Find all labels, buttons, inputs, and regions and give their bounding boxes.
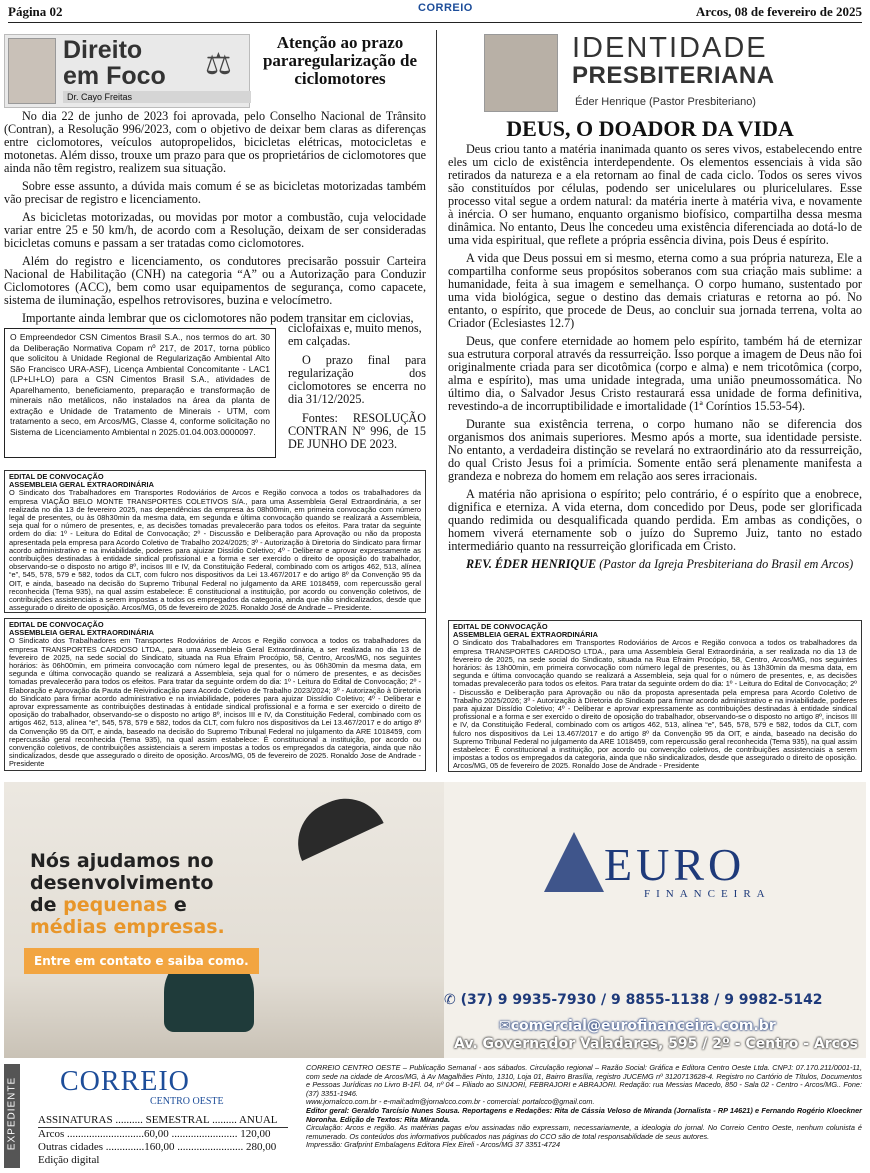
edital-body: O Sindicato dos Trabalhadores em Transportes Rodoviários de Arcos e Região convoca a todos os trabalhadores da empresa VIAÇÃO BELO MONTE TRANSPORTES COLETIVOS S/A., para uma Assembleia Geral Extraordinária, a ser realizada no dia 13 de fevereiro 2025, nas dependências da empresa às 08h00min, em primeira convocação com número legal de presentes, ou às 08h30min da mesma data, em segunda e última convocação quando se realizará a Assembleia, seja qual for o número de presentes, e, as decisões tomadas prevalecerão para todos os efeitos. Para tratar da seguinte ordem do dia: 1º - Leitura do Edital de Convocação; 2º - Discussão e Deliberação para Aprovação ou não da proposta apresentada pela empresa para Acordo Coletivo de Trabalho 2024/2025; 3º - Autorização à Diretoria do Sindicato para firmar acordo administrativo e na inviabilidade, poderes para ajuizar Dissídio Coletivo; 4º - Deliberar e aprovar expressamente as contribuições destinadas à entidade sindical profissional e a forma e ser exercido o direito de oposição do trabalhador, observando-se o disposto no artigo 8º, incisos III e IV, da Constituição Federal, combinado com os artigos 462, 513, alínea “e”, 545, 578, 579 e 582, todos da CLT, com fulcro nos dispositivos da Lei 13.467/2017 e do artigo 8º da Convenção 95 da OIT, e ainda, baseado na decisão do Supremo Tribunal Federal no julgamento da ARE 1018459, com repercussão geral reconhecida (Tema 935), na qual assim estabelece: É constitucional a instituição, por acordo ou convenção coletivos, de contribuições assistenciais a serem impostas a todos os empregados da categoria, ainda que não sindicalizados, desde que assegurado o direito de oposição. Arcos/MG, 05 de fevereiro de 2025. Ronaldo José de Andrade – Presidente.: [9, 488, 421, 613]
signature: REV. ÉDER HENRIQUE: [466, 557, 597, 571]
right-paragraph: Deus criou tanto a matéria inanimada quanto os seres vivos, estabelecendo entre eles um ciclo de existência interdependente. Os elementos essenciais à vida são retirados da natureza e a ela retornam ao final de cada ciclo. Todos os seres vivos são constituídos por células, podendo ser unicelulares ou pluricelulares. Esse processo vital segue a ordem natural: da matéria inerte à matéria viva, e novamente à inércia. O ser humano, enquanto organismo biofísico, compartilha dessa mesma dinâmica. No entanto, Deus lhe concedeu uma existência diferenciada ao dotá-lo de uma vida espiritual, que reflete a própria essência divina, pois Deus é espírito.: [448, 142, 862, 247]
signature-line: [448, 558, 862, 571]
email[interactable]: comercial@eurofinanceira.com.br: [510, 1018, 776, 1034]
column-author: Dr. Cayo Freitas: [63, 91, 251, 103]
csn-notice-box: [4, 328, 276, 458]
page-number: Página 02: [8, 4, 63, 19]
ad-cta[interactable]: Entre em contato e saiba como.: [24, 948, 259, 974]
scales-icon: ⚖: [205, 48, 232, 81]
ad-line1: Nós ajudamos no: [30, 850, 214, 872]
euro-financeira-ad: [4, 782, 866, 1058]
subs-row: Edição digital: [38, 1154, 100, 1166]
pastor-photo: [484, 34, 558, 112]
left-article-body: [4, 110, 426, 330]
issue-date: Arcos, 08 de fevereiro de 2025: [695, 4, 862, 19]
right-paragraph: Deus, que confere eternidade ao homem pelo espírito, também há de eternizar sua estrutura corporal através da ressurreição. Isso porque a imagem de Deus não foi originalmente criada para ser dicotômica (corpo e alma) e nem tricotômica (corpo, alma e espírito), mas uma unidade integrada, uma união pneumossomática. No último dia, o Salvador Jesus Cristo restaurará essa unidade de forma definitiva, revestindo-a de incorruptibilidade e imortalidade (1ª Coríntios 15.53-54).: [448, 334, 862, 413]
euro-brand: EURO: [604, 839, 746, 890]
right-paragraph: Durante sua existência terrena, o corpo humano não se diferencia dos organismos dos animais superiores. Mesmo após a morte, sua identidade persiste. No entanto, a verdadeira distinção se revelará no extraordinário ato da ressurreição, do qual Cristo Jesus foi a primícia. Somente então será plenamente manifesta a grandeza e nobreza do homem em relação aos seres irracionais.: [448, 417, 862, 483]
left-side-text: [288, 322, 426, 451]
euro-mark-icon: [544, 832, 604, 892]
ad-line3: [30, 894, 225, 916]
left-paragraph: Sobre esse assunto, a dúvida mais comum é se as bicicletas motorizadas também vão precisar de registro e licenciamento.: [4, 179, 426, 206]
expediente-line: Circulação: Arcos e região. As matérias pagas e/ou assinadas não expressam, necessariamente, a ideologia do jornal. No Correio Centro Oeste, nenhum colunista é remunerado. Os conteúdos dos informativos publicados nas páginas do CCO são de total responsabilidade de seus autores.: [306, 1123, 862, 1141]
signature-note: (Pastor da Igreja Presbiteriana do Brasil em Arcos): [599, 557, 854, 571]
expediente-label: EXPEDIENTE: [6, 1076, 18, 1151]
edital-title: EDITAL DE CONVOCAÇÃO: [9, 620, 104, 629]
edital-box-2: [4, 618, 426, 771]
left-paragraph: Além do registro e licenciamento, os condutores precisarão possuir Carteira Nacional de Habilitação (CNH) na categoria “A” ou a Autorização para Conduzir Ciclomotores (ACC), bem como usar equipamentos de segurança, como capacete, sistema de iluminação, espelhos retrovisores, buzina e velocímetro.: [4, 254, 426, 307]
subs-row: Outras cidades ..............160,00 ........................ 280,00: [38, 1141, 277, 1153]
edital-body: O Sindicato dos Trabalhadores em Transportes Rodoviários de Arcos e Região convoca a todos os trabalhadores da empresa TRANSPORTES CARDOSO LTDA., para uma Assembleia Geral Extraordinária, a ser realizada no dia 13 de fevereiro de 2025, na sede social do Sindicato, situada na Rua Efraim Procópio, 58, Centro, Arcos/MG, nos seguintes horários: às 13h00min, em primeira convocação com número legal de presentes, ou às 13h30min da mesma data, em segunda e última convocação quando se realizará a Assembleia, seja qual for o número de presentes, e, as decisões tomadas prevalecerão para todos os efeitos. Para tratar da seguinte ordem do dia: 1º - Leitura do Edital de Convocação; 2º - Discussão e Deliberação para Aprovação ou não da proposta apresentada pela empresa para Acordo Coletivo de Trabalho 2025/2026; 3º - Autorização à Diretoria do Sindicato para firmar acordo administrativo e na inviabilidade, poderes para ajuizar Dissídio Coletivo; 4º - Deliberar e aprovar expressamente as contribuições destinadas à entidade sindical profissional e a forma e ser exercido o direito de oposição do trabalhador, observando-se o disposto no artigo 8º, incisos III e IV, da Constituição Federal, combinado com os artigos 462, 513, alínea “e”, 545, 578, 579 e 582, todos da CLT, com fulcro nos dispositivos da Lei 13.467/2017 e do artigo 8º da Convenção 95 da OIT, e ainda, baseado na decisão do Supremo Tribunal Federal no julgamento da ARE 1018459, com repercussão geral reconhecida (Tema 935), na qual assim estabelece: É constitucional a instituição, por acordo ou convenção coletivos, de contribuições assistenciais a serem impostas a todos os empregados da categoria, ainda que não sindicalizados, desde que assegurado o direito de oposição. Arcos/MG, 05 de fevereiro de 2025. Ronaldo Jose de Andrade - Presidente: [453, 638, 857, 771]
page-header: [8, 0, 862, 23]
mail-icon: ✉: [499, 1018, 511, 1034]
identidade-line1: IDENTIDADE: [572, 32, 768, 64]
prazo-text: O prazo final para regularização dos ciclomotores se encerra no dia 31/12/2025.: [288, 353, 426, 406]
csn-notice-text: O Empreendedor CSN Cimentos Brasil S.A., nos termos do art. 30 da Deliberação Normativa Copam nº 217, de 2017, torna público que solicitou à Unidade Regional de Regularização Ambiental Alto São Francisco URA-ASF), Licença Ambiental Concomitante - LAC1 (LP+LI+LO) para a CSN Cimentos Brasil S.A., atividades de Aparelhamento, beneficiamento, preparação e transformação de minerais não metálicos, não instalados na área da planta de extração e Unidade de Tratamento de Minerais - UTM, com tratamento a seco, em Arcos/MG, Classe 4, conforme solicitação no Sistema de Licenciamento Ambiental n 2025.01.04.003.0000097.: [10, 332, 270, 437]
email-line: [499, 1018, 776, 1034]
ad-line2: desenvolvimento: [30, 872, 214, 894]
edital-box-1: [4, 470, 426, 613]
left-paragraph: Importante ainda lembrar que os ciclomotores não podem transitar em ciclovias,: [22, 311, 414, 325]
address-line: Av. Governador Valadares, 595 / 2º - Centro - Arcos: [454, 1036, 858, 1052]
expediente-line: Editor geral: Geraldo Tarcísio Nunes Sousa. Reportagens e Redações: Rita de Cássia Veloso de Miranda (Jornalista - RP 14621) e Fernando Rogério Kloeckner Noronha. Edição de Textos: Rita Miranda.: [306, 1105, 862, 1124]
edital-body: O Sindicato dos Trabalhadores em Transportes Rodoviários de Arcos e Região convoca a todos os trabalhadores da empresa TRANSPORTES CARDOSO LTDA., para uma Assembleia Geral Extraordinária, a ser realizada no dia 13 de fevereiro de 2025, na sede social do Sindicato, situada na Rua Efraim Procópio, 58, Centro, Arcos/MG, nos seguintes horários: às 06h00min, em primeira convocação com número legal de presentes, ou às 06h30min da mesma data, em segunda e última convocação quando se realizará a Assembleia, seja qual for o número de presentes, e as decisões tomadas prevalecerão para todos os efeitos. Para tratar da seguinte ordem do dia: 1º - Leitura do Edital de Convocação; 2º - Elaboração e Aprovação da Pauta de Reivindicação para Acordo Coletivo de Trabalho 2023/2024; 3º - Autorização à Diretoria do Sindicato para firmar acordo administrativo e na inviabilidade, poderes para ajuizar Dissídio Coletivo; 4º - Deliberar e aprovar expressamente as contribuições destinadas à entidade sindical profissional e a forma e ser exercido o direito de oposição do trabalhador, observando-se o disposto no artigo 8º, incisos III e IV, da Constituição Federal, combinado com os artigos 462, 513, alínea “e”, 545, 578, 579 e 582, todos da CLT, com fulcro nos dispositivos da Lei 13.467/2017 e do artigo 8º da Convenção 95 da OIT, e ainda, baseado na decisão do Supremo Tribunal Federal no julgamento da ARE 1018459, com repercussão geral reconhecida (Tema 935), na qual assim estabelece: É constitucional a instituição, por acordo ou convenção coletivos, de contribuições assistenciais a serem impostas a todos os empregados da categoria, ainda que não sindicalizados, desde que assegurado o direito de oposição. Arcos/MG, 05 de fevereiro de 2025. Ronaldo Jose de Andrade - Presidente: [9, 636, 421, 769]
expediente-line: Impressão: Grafprint Embalagens Editora Flex Eireli - Arcos/MG 37 3351-4724: [306, 1140, 561, 1150]
ad-line3-b: pequenas: [63, 894, 168, 916]
column-divider: [436, 30, 437, 772]
author-photo: [8, 38, 56, 104]
euro-brand-sub: FINANCEIRA: [644, 888, 771, 900]
footer-logo-sub: CENTRO OESTE: [150, 1096, 224, 1107]
masthead-logo: CORREIO: [418, 2, 473, 14]
right-article-body: [448, 143, 862, 576]
ad-line3-a: de: [30, 894, 64, 916]
edital-title: EDITAL DE CONVOCAÇÃO: [9, 472, 104, 481]
column-title-line2: em Foco: [63, 62, 166, 90]
expediente-line: CORREIO CENTRO OESTE – Publicação Semanal - aos sábados. Circulação regional – Razão Social: Gráfica e Editora Centro Oeste Ltda. CNPJ: 07.170.211/0001-11, com sede na cidade de Arcos/MG, à Av Magalhães Pinto, 1310, Loja 01, Bairro Brasília, registro JUCEMG nº 3120713628-4. Registro no Cartório de Títulos, Documentos e Pessoas Jurídicas no Livro B-1Fl. 04, nº 04 – Filiado ao SINJORI, FEBRAJORI e ABRAJORI. Redação: rua Messias Macedo, 850 - Sala 02 - Centro - Arcos/MG.. Fone: (37) 3351-1946.: [306, 1063, 862, 1098]
identidade-title: [572, 34, 802, 89]
edital-subtitle: ASSEMBLEIA GERAL EXTRAORDINÁRIA: [453, 630, 598, 640]
expediente-text: [306, 1064, 862, 1150]
subs-row: Arcos ............................60,00 ........................ 120,00: [38, 1128, 271, 1140]
edital-subtitle: ASSEMBLEIA GERAL EXTRAORDINÁRIA: [9, 480, 154, 490]
right-headline: DEUS, O DOADOR DA VIDA: [506, 116, 794, 141]
cont-text: ciclofaixas e, muito menos, em calçadas.: [288, 321, 422, 348]
direito-em-foco-banner: [4, 34, 250, 108]
left-paragraph: As bicicletas motorizadas, ou movidas por motor a combustão, cuja velocidade variar entre 25 e 50 km/h, de acordo com a Resolução, deixam de ser consideradas bicicletas comuns e passam a ser tratadas como ciclomotores.: [4, 210, 426, 250]
subscriptions: [38, 1114, 288, 1167]
edital-box-3: [448, 620, 862, 772]
left-headline: Atenção ao prazo pararegularização de ciclomotores: [262, 33, 418, 88]
edital-subtitle: ASSEMBLEIA GERAL EXTRAORDINÁRIA: [9, 628, 154, 638]
right-paragraph: A vida que Deus possui em si mesmo, eterna como a sua própria natureza, Ele a compartilha conforme seus propósitos soberanos com sua criação mais sublime: a humanidade, feita à sua imagem e semelhança. O corpo humano, sustentado por uma vida biológica, segue o destino das demais criaturas e retorna ao pó. No entanto, o espírito, que procede de Deus, ao concluir sua jornada terrena, volta ao Criador (Eclesiastes 12.7): [448, 251, 862, 330]
subs-head: ASSINATURAS .......... SEMESTRAL ......... ANUAL: [38, 1114, 288, 1128]
right-author: Éder Henrique (Pastor Presbiteriano): [575, 96, 756, 108]
ad-text: [30, 850, 225, 938]
left-paragraph: No dia 22 de junho de 2023 foi aprovada, pelo Conselho Nacional de Trânsito (Contran), a Resolução 996/2023, com o objetivo de deixar bem claras as diferenças entre ciclomotores, veículos autopropelidos, bicicletas elétricas, motocicletas e motonetas. Além disso, trouxe um prazo para que os proprietários de ciclomotores que ainda não têm registro, realizem sua situação.: [4, 109, 426, 175]
footer-logo-main: CORREIO: [60, 1066, 190, 1097]
fontes-text: Fontes: RESOLUÇÃO CONTRAN Nº 996, de 15 DE JUNHO DE 2023.: [288, 411, 426, 451]
column-title-line1: Direito: [63, 36, 143, 64]
ad-line3-c: e: [167, 894, 187, 916]
expediente-sidebar: [4, 1064, 20, 1168]
expediente-line: www.jornalcco.com.br - e-mail:adm@jornalcco.com.br - comercial: portalcco@gmail.com.: [306, 1097, 595, 1107]
euro-logo: [604, 839, 804, 900]
phones: (37) 9 9935-7930 / 9 8855-1138 / 9 9982-5142: [460, 992, 823, 1008]
right-paragraph: A matéria não aprisiona o espírito; pelo contrário, é o espírito que a enobrece, dignifica e eterniza. A vida eterna, dom concedido por Deus, pode ser glorificada quando redimida ou desqualificada quando perdida. Em ambas as condições, o homem viverá eternamente sob o juízo do Supremo Juiz, tanto no estado intermediário quanto na ressurreição glorificada em Cristo.: [448, 487, 862, 553]
edital-title: EDITAL DE CONVOCAÇÃO: [453, 622, 548, 631]
identidade-line2: PRESBITERIANA: [572, 62, 775, 89]
phone-icon: ✆: [444, 992, 456, 1008]
ad-line4: médias empresas.: [30, 916, 225, 938]
phone-line: [444, 992, 864, 1008]
footer-logo: [60, 1068, 224, 1107]
